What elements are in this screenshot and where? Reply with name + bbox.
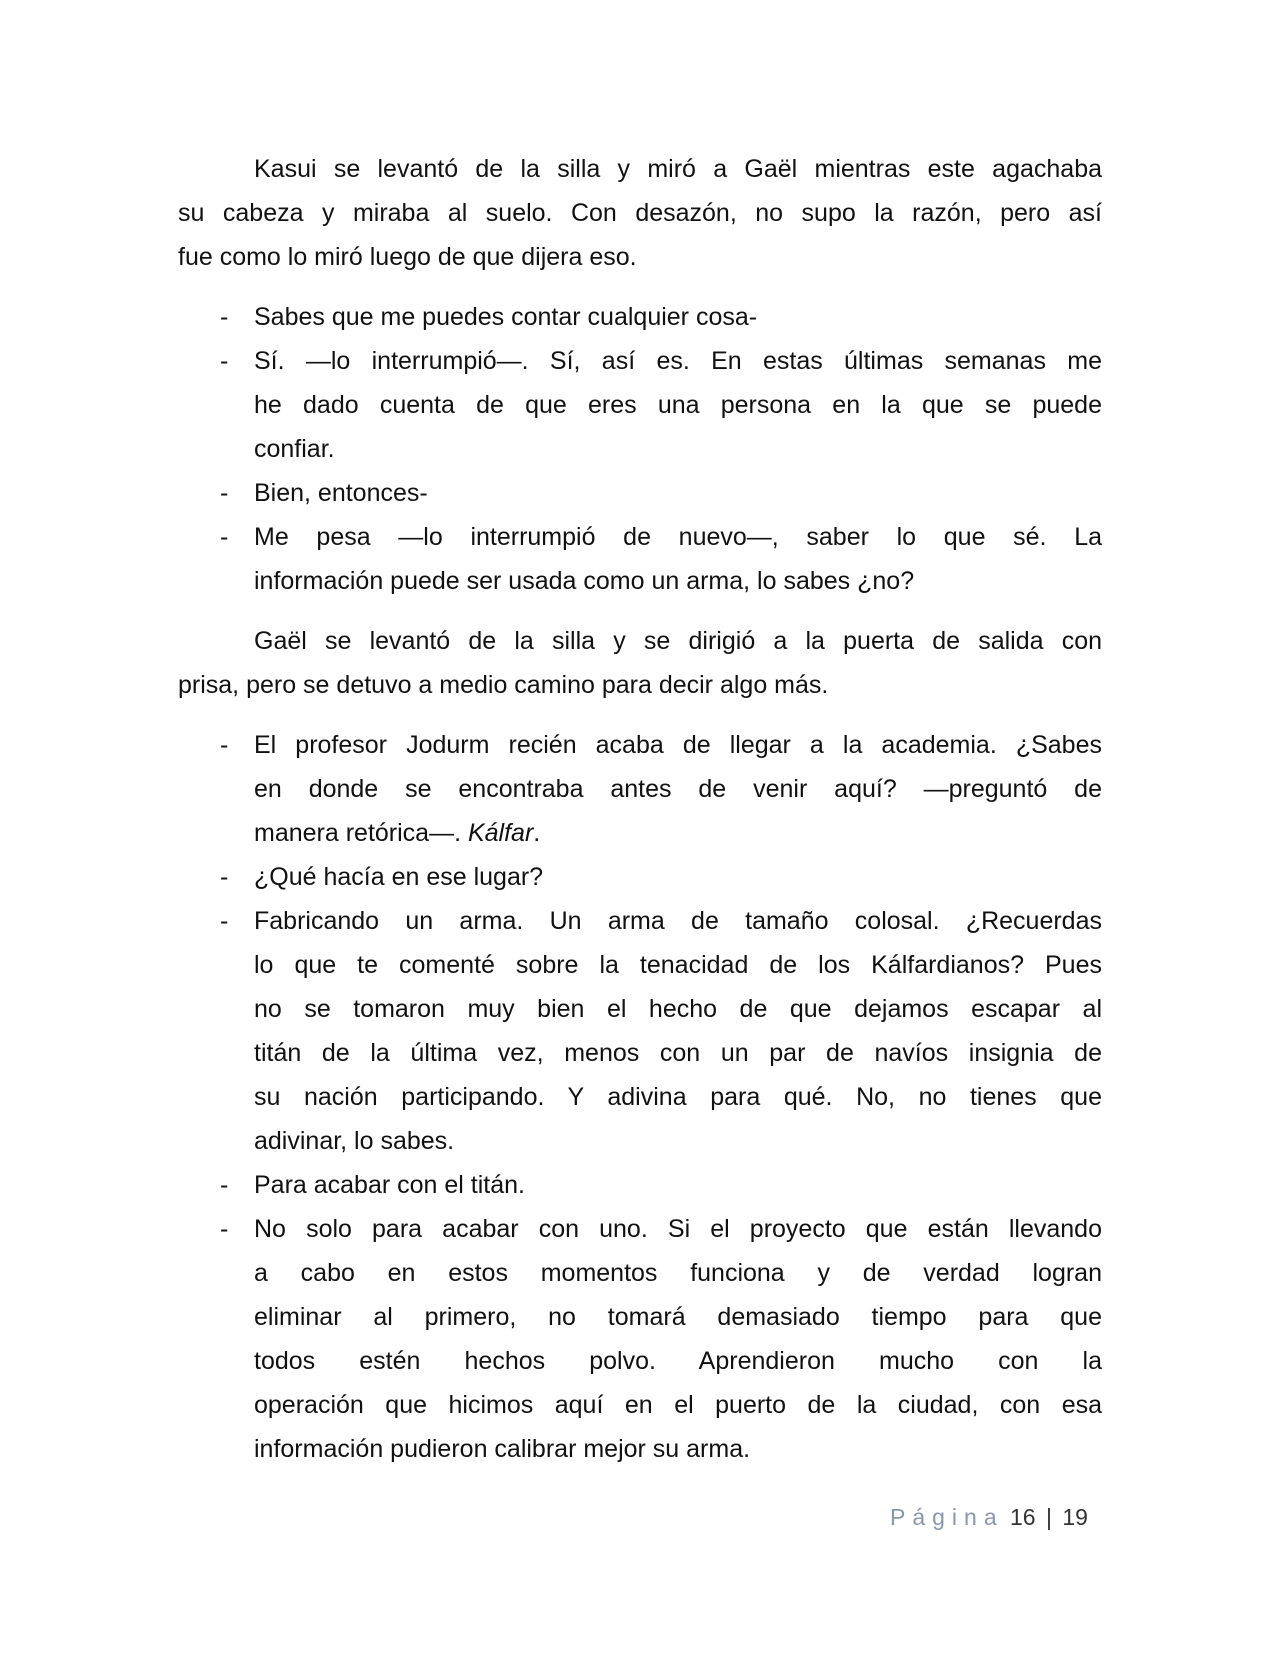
dialogue-dash: -	[220, 523, 229, 551]
text-line: a cabo en estos momentos funciona y de verdad logran	[254, 1259, 1102, 1287]
dialogue-item	[178, 515, 1102, 603]
dialogue-dash: -	[220, 1215, 229, 1243]
text-line: confiar.	[254, 435, 335, 463]
dialogue-dash: -	[220, 1171, 229, 1199]
dialogue-item	[178, 855, 1102, 899]
document-body	[178, 147, 1102, 1471]
text-line: no se tomaron muy bien el hecho de que dejamos escapar al	[254, 995, 1102, 1023]
page-separator: |	[1046, 1504, 1052, 1530]
text-line: su cabeza y miraba al suelo. Con desazón, no supo la razón, pero así	[178, 199, 1102, 227]
page-total: 19	[1062, 1504, 1088, 1530]
dialogue-dash: -	[220, 863, 229, 891]
dialogue-dash: -	[220, 303, 229, 331]
text-line: titán de la última vez, menos con un par de navíos insignia de	[254, 1039, 1102, 1067]
text-line: su nación participando. Y adivina para qué. No, no tienes que	[254, 1083, 1102, 1111]
dialogue-dash: -	[220, 479, 229, 507]
italic-text: Kálfar	[467, 819, 534, 847]
page-footer	[890, 1504, 1088, 1531]
text-line: ¿Qué hacía en ese lugar?	[254, 863, 544, 891]
dialogue-item	[178, 723, 1102, 855]
text-line: en donde se encontraba antes de venir aquí? —preguntó de	[254, 775, 1102, 803]
text-line: prisa, pero se detuvo a medio camino para decir algo más.	[178, 671, 829, 699]
page-number: 16	[1010, 1504, 1036, 1530]
text-line: Bien, entonces-	[254, 479, 428, 507]
dialogue-item	[178, 1163, 1102, 1207]
text-line: todos estén hechos polvo. Aprendieron mucho con la	[254, 1347, 1102, 1375]
page-label: Página	[890, 1504, 1004, 1530]
dialogue-dash: -	[220, 907, 229, 935]
text-line: Para acabar con el titán.	[254, 1171, 525, 1199]
dialogue-item	[178, 1207, 1102, 1471]
text-line: No solo para acabar con uno. Si el proyecto que están llevando	[254, 1215, 1102, 1243]
paragraph	[178, 619, 1102, 707]
text-line: fue como lo miró luego de que dijera eso.	[178, 243, 637, 271]
dialogue-item	[178, 899, 1102, 1163]
text-line: adivinar, lo sabes.	[254, 1127, 455, 1155]
text-line: Sí. —lo interrumpió—. Sí, así es. En estas últimas semanas me	[254, 347, 1102, 375]
text-line: eliminar al primero, no tomará demasiado tiempo para que	[254, 1303, 1102, 1331]
text-line: operación que hicimos aquí en el puerto de la ciudad, con esa	[254, 1391, 1102, 1419]
text-line: Kasui se levantó de la silla y miró a Gaël mientras este agachaba	[254, 155, 1102, 183]
paragraph	[178, 147, 1102, 279]
text-line: información puede ser usada como un arma, lo sabes ¿no?	[254, 567, 915, 595]
text-line: Fabricando un arma. Un arma de tamaño colosal. ¿Recuerdas	[254, 907, 1102, 935]
text-line	[254, 811, 1102, 855]
text-segment: manera retórica—.	[254, 819, 468, 847]
text-line: Gaël se levantó de la silla y se dirigió a la puerta de salida con	[254, 627, 1102, 655]
text-line: he dado cuenta de que eres una persona en la que se puede	[254, 391, 1102, 419]
text-line: El profesor Jodurm recién acaba de llegar a la academia. ¿Sabes	[254, 731, 1102, 759]
dialogue-item	[178, 295, 1102, 339]
text-line: lo que te comenté sobre la tenacidad de los Kálfardianos? Pues	[254, 951, 1102, 979]
dialogue-item	[178, 471, 1102, 515]
dialogue-dash: -	[220, 731, 229, 759]
text-line: información pudieron calibrar mejor su arma.	[254, 1435, 751, 1463]
text-segment: .	[533, 819, 541, 847]
text-line: Me pesa —lo interrumpió de nuevo—, saber lo que sé. La	[254, 523, 1102, 551]
dialogue-dash: -	[220, 347, 229, 375]
dialogue-item	[178, 339, 1102, 471]
text-line: Sabes que me puedes contar cualquier cosa-	[254, 303, 758, 331]
